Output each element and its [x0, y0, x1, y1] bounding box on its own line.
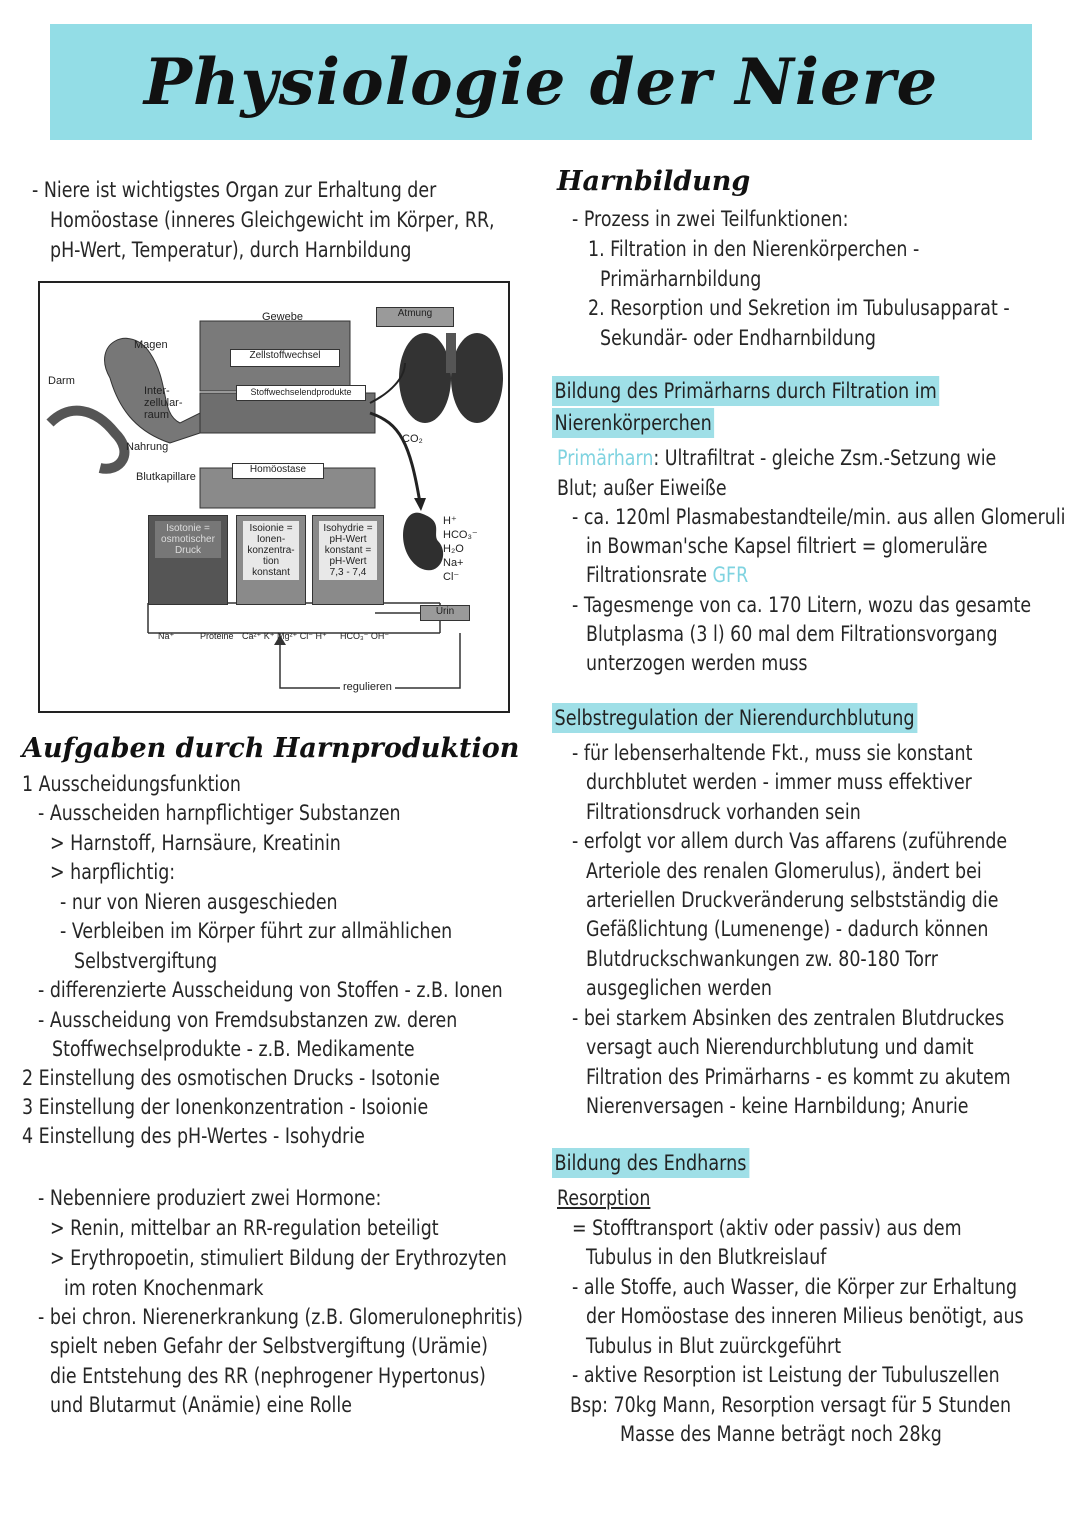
isohydrie-line: Isohydrie = [323, 523, 373, 534]
ion-label-row: Ca²⁺ K⁺ Mg²⁺ Cl⁻ H⁺ [242, 631, 327, 641]
primaer-heading: Bildung des Primärharns durch Filtration im [552, 376, 939, 406]
primaer-term: Primärharn [557, 446, 654, 470]
resorption-heading: Resorption [557, 1186, 651, 1210]
intro-line: - Niere ist wichtigstes Organ zur Erhaltung der [32, 178, 437, 202]
nebenniere-line: - Nebenniere produziert zwei Hormone: [38, 1186, 382, 1210]
resorption-line: Masse des Manne beträgt noch 28kg [620, 1422, 942, 1446]
aufgaben-line: 4 Einstellung des pH-Wertes - Isohydrie [22, 1124, 365, 1148]
ion-label-na: Na⁺ [158, 631, 175, 641]
box-isoionie [236, 515, 306, 605]
primaer-line: Blut; außer Eiweiße [557, 476, 727, 500]
nebenniere-line: > Renin, mittelbar an RR-regulation beteiligt [50, 1216, 439, 1240]
label-darm: Darm [48, 375, 75, 387]
resorption-line: - alle Stoffe, auch Wasser, die Körper zur Erhaltung [572, 1275, 1018, 1299]
box-atmung: Atmung [376, 307, 454, 327]
aufgaben-line: - nur von Nieren ausgeschieden [60, 890, 338, 914]
label-inter: Inter- [144, 385, 170, 397]
harnbildung-line: - Prozess in zwei Teilfunktionen: [572, 207, 849, 231]
isotonie-text [155, 521, 221, 558]
isotonie-line: Druck [174, 545, 202, 556]
primaer-line: Blutplasma (3 l) 60 mal dem Filtrationsvorgang [586, 622, 998, 646]
isotonie-line: osmotischer [161, 534, 215, 545]
selbst-line: Arteriole des renalen Glomerulus), ändert bei [586, 859, 982, 883]
resorption-line: Tubulus in den Blutkreislauf [586, 1245, 827, 1269]
isohydrie-text [319, 521, 377, 580]
kidney-shape [403, 513, 443, 571]
arrow-to-kidney [370, 413, 420, 503]
lung-left [399, 333, 451, 423]
label-raum: raum [144, 409, 170, 421]
selbst-line: Gefäßlichtung (Lumenenge) - dadurch können [586, 917, 989, 941]
label-gewebe: Gewebe [262, 311, 303, 323]
intro-line: pH-Wert, Temperatur), durch Harnbildung [50, 238, 412, 262]
nebenniere-line: - bei chron. Nierenerkrankung (z.B. Glomerulonephritis) [38, 1305, 523, 1329]
harnbildung-line: Sekundär- oder Endharnbildung [600, 326, 876, 350]
gfr-abbr: GFR [712, 563, 749, 587]
ion-na: Na+ [443, 557, 464, 569]
label-zellular: zellular- [144, 397, 183, 409]
arrowhead [414, 498, 426, 511]
primaer-def: : Ultrafiltrat - gleiche Zsm.-Setzung wie [653, 446, 997, 470]
aufgaben-heading: Aufgaben durch Harnproduktion [22, 733, 520, 764]
selbst-line: Filtration des Primärharns - es kommt zu akutem [586, 1065, 1011, 1089]
diagram-graphics [40, 283, 508, 711]
selbst-line: Nierenversagen - keine Harnbildung; Anurie [586, 1094, 969, 1118]
resorption-line: Tubulus in Blut zuürckgeführt [586, 1334, 842, 1358]
box-isotonie [148, 515, 228, 605]
nebenniere-line: im roten Knochenmark [64, 1276, 264, 1300]
page-title: Physiologie der Niere [143, 44, 939, 120]
nebenniere-line: und Blutarmut (Anämie) eine Rolle [50, 1393, 352, 1417]
intro-line: Homöostase (inneres Gleichgewicht im Körper, RR, [50, 208, 495, 232]
primaer-def-line [557, 444, 996, 472]
label-blutkapillare: Blutkapillare [136, 471, 196, 483]
label-regulieren: regulieren [340, 681, 395, 693]
isohydrie-line: konstant = [324, 545, 372, 556]
selbst-line: - bei starkem Absinken des zentralen Blutdruckes [572, 1006, 1005, 1030]
label-co2: CO₂ [402, 433, 423, 445]
intestine-shape [50, 411, 124, 469]
ion-h: H⁺ [443, 515, 457, 527]
box-zellstoffwechsel: Zellstoffwechsel [230, 349, 340, 367]
aufgaben-line: 1 Ausscheidungsfunktion [22, 772, 241, 796]
aufgaben-line: Stoffwechselprodukte - z.B. Medikamente [52, 1037, 415, 1061]
trachea [446, 333, 456, 373]
isoionie-text [243, 521, 299, 580]
harnbildung-line: Primärharnbildung [600, 267, 762, 291]
nebenniere-line: > Erythropoetin, stimuliert Bildung der Erythrozyten [50, 1246, 507, 1270]
ion-h2o: H₂O [443, 543, 464, 555]
filtrationsrate-label: Filtrationsrate [586, 563, 707, 587]
selbst-line: Blutdruckschwankungen zw. 80-180 Torr [586, 947, 938, 971]
resorption-line: der Homöostase des inneren Milieus benötigt, aus [586, 1304, 1024, 1328]
aufgaben-line: - differenzierte Ausscheidung von Stoffen - z.B. Ionen [38, 978, 503, 1002]
label-magen: Magen [134, 339, 168, 351]
primaer-line: - Tagesmenge von ca. 170 Litern, wozu das gesamte [572, 593, 1032, 617]
selbst-line: Filtrationsdruck vorhanden sein [586, 800, 861, 824]
harnbildung-line: 1. Filtration in den Nierenkörperchen - [588, 237, 920, 261]
isoionie-line: konstant [252, 567, 290, 578]
isoionie-line: Ionen- [256, 534, 286, 545]
selbst-line: - für lebenserhaltende Fkt., muss sie konstant [572, 741, 973, 765]
primaer-heading: Nierenkörperchen [552, 408, 714, 438]
ion-label-proteine: Proteine [200, 631, 234, 641]
ion-cl: Cl⁻ [443, 571, 460, 583]
selbst-line: arteriellen Druckveränderung selbstständig die [586, 888, 999, 912]
box-stoffwechselendprodukte: Stoffwechselendprodukte [236, 385, 366, 401]
aufgaben-line: - Ausscheidung von Fremdsubstanzen zw. deren [38, 1008, 458, 1032]
aufgaben-line: - Verbleiben im Körper führt zur allmählichen [60, 919, 453, 943]
isohydrie-line: pH-Wert [329, 556, 367, 567]
harnbildung-heading: Harnbildung [557, 166, 751, 197]
label-nahrung: Nahrung [126, 441, 169, 453]
gfr-line [586, 561, 748, 589]
harnbildung-line: 2. Resorption und Sekretion im Tubulusapparat - [588, 296, 1010, 320]
lung-right [451, 333, 503, 423]
aufgaben-line: > harpflichtig: [50, 860, 176, 884]
isohydrie-line: pH-Wert [329, 534, 367, 545]
isoionie-line: tion [262, 556, 280, 567]
resorption-line: - aktive Resorption ist Leistung der Tubuluszellen [572, 1363, 1000, 1387]
primaer-line: in Bowman'sche Kapsel filtriert = glomeruläre [586, 534, 988, 558]
endharn-heading: Bildung des Endharns [552, 1148, 749, 1178]
selbst-line: ausgeglichen werden [586, 976, 772, 1000]
box-urin: Urin [420, 605, 470, 621]
homeostasis-diagram [38, 281, 510, 713]
aufgaben-line: > Harnstoff, Harnsäure, Kreatinin [50, 831, 341, 855]
box-isohydrie [312, 515, 384, 605]
isoionie-line: konzentra- [247, 545, 295, 556]
primaer-line: unterzogen werden muss [586, 651, 808, 675]
nebenniere-line: spielt neben Gefahr der Selbstvergiftung (Urämie) [50, 1334, 488, 1358]
box-homoeostase: Homöostase [232, 463, 324, 479]
isohydrie-line: 7,3 - 7,4 [329, 567, 367, 578]
isoionie-line: Isoionie = [249, 523, 293, 534]
resorption-line: = Stofftransport (aktiv oder passiv) aus dem [572, 1216, 962, 1240]
aufgaben-line: Selbstvergiftung [74, 949, 218, 973]
aufgaben-line: 2 Einstellung des osmotischen Drucks - Isotonie [22, 1066, 440, 1090]
selbst-line: durchblutet werden - immer muss effektiver [586, 770, 972, 794]
resorption-line: Bsp: 70kg Mann, Resorption versagt für 5 Stunden [570, 1393, 1012, 1417]
selbst-line: - erfolgt vor allem durch Vas affarens (zuführende [572, 829, 1008, 853]
aufgaben-line: 3 Einstellung der Ionenkonzentration - Isoionie [22, 1095, 429, 1119]
selbst-line: versagt auch Nierendurchblutung und damit [586, 1035, 974, 1059]
isotonie-line: Isotonie = [166, 523, 210, 534]
ion-hco3: HCO₃⁻ [443, 529, 478, 541]
title-banner [50, 24, 1032, 140]
primaer-line: - ca. 120ml Plasmabestandteile/min. aus allen Glomeruli [572, 505, 1066, 529]
ion-label-hco3-oh: HCO₃⁻ OH⁻ [340, 631, 390, 641]
aufgaben-line: - Ausscheiden harnpflichtiger Substanzen [38, 801, 401, 825]
nebenniere-line: die Entstehung des RR (nephrogener Hypertonus) [50, 1364, 486, 1388]
selbst-heading: Selbstregulation der Nierendurchblutung [552, 703, 917, 733]
